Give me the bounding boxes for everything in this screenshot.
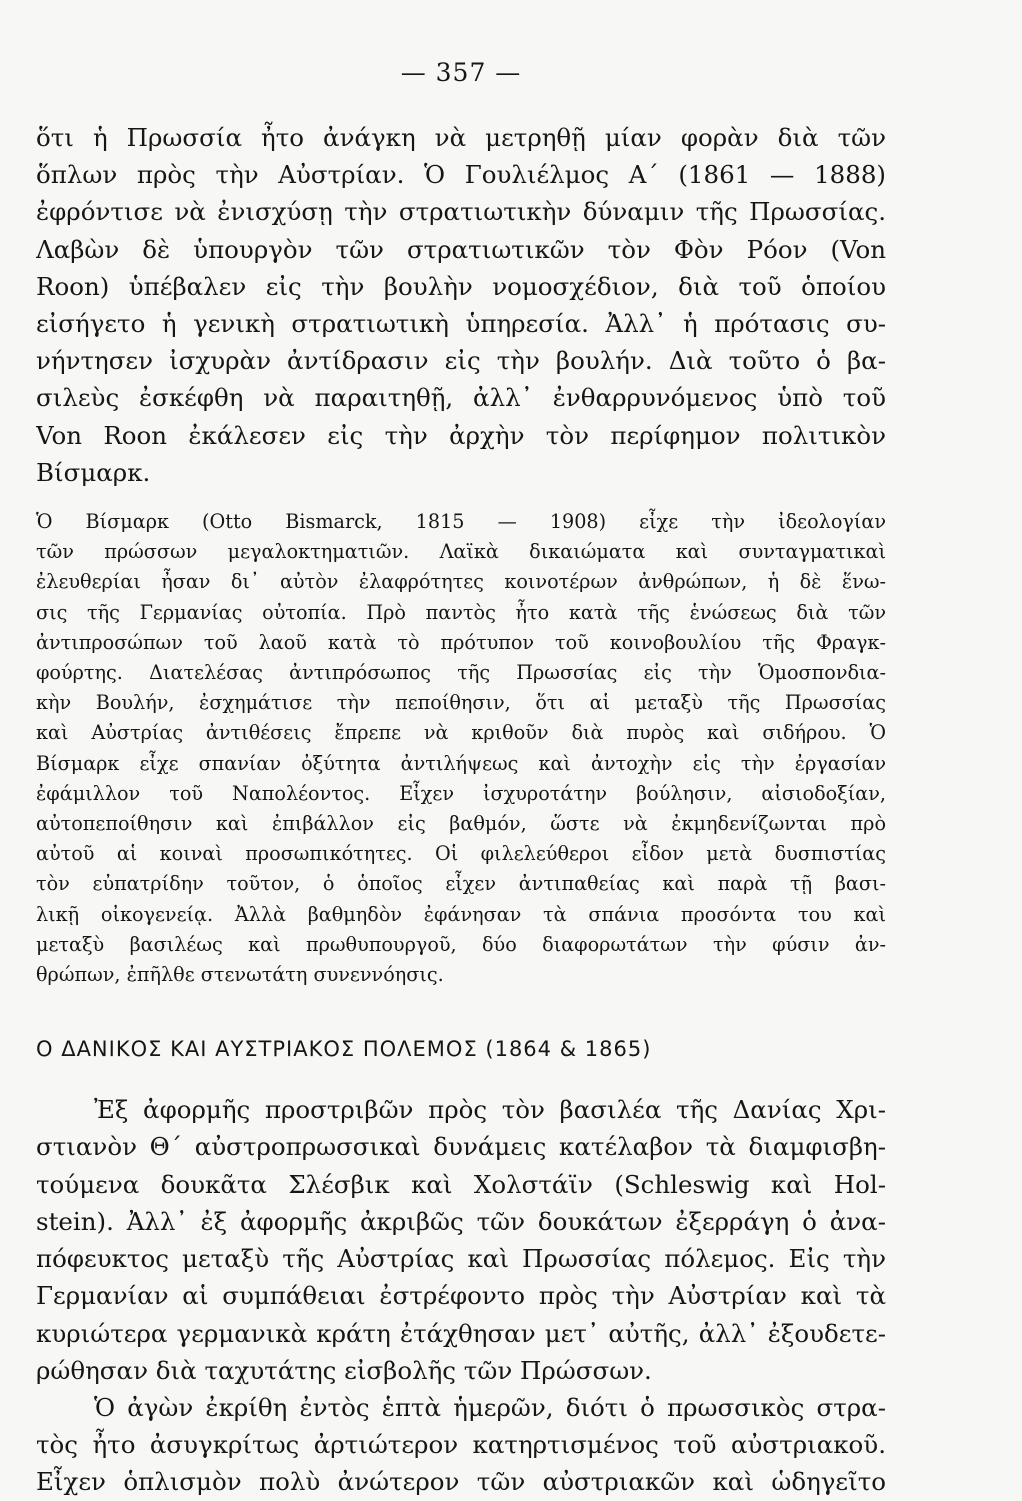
paragraph-prussia-army <box>36 119 886 491</box>
text-line: σις τῆς Γερμανίας οὐτοπία. Πρὸ παντὸς ἦτο κατὰ τῆς ἑνώσεως διὰ τῶν <box>36 600 886 624</box>
text-line: Γερμανίαν αἱ συμπάθειαι ἐστρέφοντο πρὸς τὴν Αὐστρίαν καὶ τὰ <box>36 1281 886 1311</box>
text-line: Εἶχεν ὁπλισμὸν πολὺ ἀνώτερον τῶν αὐστριακῶν καὶ ὡδηγεῖτο <box>36 1467 886 1497</box>
text-line: stein). Ἀλλ᾽ ἐξ ἀφορμῆς ἀκριβῶς τῶν δουκάτων ἐξερράγη ὁ ἀνα- <box>36 1206 886 1236</box>
text-line: κυριώτερα γερμανικὰ κράτη ἐτάχθησαν μετ᾽ αὐτῆς, ἀλλ᾽ ἐξουδετε- <box>36 1318 886 1348</box>
text-line: τῶν πρώσσων μεγαλοκτηματιῶν. Λαϊκὰ δικαιώματα καὶ συνταγματικαὶ <box>36 540 886 564</box>
text-line: Βίσμαρκ. <box>36 457 151 487</box>
text-line: Λαβὼν δὲ ὑπουργὸν τῶν στρατιωτικῶν τὸν Φὸν Ρόον (Von <box>36 234 886 264</box>
text-line: Βίσμαρκ εἶχε σπανίαν ὀξύτητα ἀντιλήψεως καὶ ἀντοχὴν εἰς τὴν ἐργασίαν <box>36 751 886 775</box>
text-line: ἐφρόντισε νὰ ἐνισχύσῃ τὴν στρατιωτικὴν δύναμιν τῆς Πρωσσίας. <box>36 197 886 227</box>
text-line: λικῇ οἰκογενείᾳ. Ἀλλὰ βαθμηδὸν ἐφάνησαν τὰ σπάνια προσόντα του καὶ <box>36 902 886 926</box>
text-line: ὅτι ἡ Πρωσσία ἦτο ἀνάγκη νὰ μετρηθῇ μίαν φορὰν διὰ τῶν <box>36 123 886 152</box>
book-page <box>36 58 886 1501</box>
text-line: κὴν Βουλήν, ἐσχημάτισε τὴν πεποίθησιν, ὅτι αἱ μεταξὺ τῆς Πρωσσίας <box>36 691 886 715</box>
text-line: ἐλευθερίαι ἦσαν δι᾽ αὐτὸν ἐλαφρότητες κοινοτέρων ἀνθρώπων, ἡ δὲ ἕνω- <box>36 570 886 594</box>
paragraph-bismarck <box>36 507 886 990</box>
paragraph-danish-austrian-war <box>36 1091 886 1500</box>
text-line: ρώθησαν διὰ ταχυτάτης εἰσβολῆς τῶν Πρώσσων. <box>36 1355 652 1385</box>
text-line: Roon) ὑπέβαλεν εἰς τὴν βουλὴν νομοσχέδιον, διὰ τοῦ ὁποίου <box>36 271 886 301</box>
text-line: πόφευκτος μεταξὺ τῆς Αὐστρίας καὶ Πρωσσίας πόλεμος. Εἰς τὴν <box>36 1244 886 1274</box>
text-line: καὶ Αὐστρίας ἀντιθέσεις ἔπρεπε νὰ κριθοῦν διὰ πυρὸς καὶ σιδήρου. Ὁ <box>36 721 886 745</box>
text-line: ἀντιπροσώπων τοῦ λαοῦ κατὰ τὸ πρότυπον τοῦ κοινοβουλίου τῆς Φραγκ- <box>36 630 886 654</box>
text-line: στιανὸν Θ΄ αὐστροπρωσσικαὶ δυνάμεις κατέλαβον τὰ διαμφισβη- <box>36 1132 886 1162</box>
text-line: αὐτοῦ αἱ κοιναὶ προσωπικότητες. Οἱ φιλελεύθεροι εἶδον μετὰ δυσπιστίας <box>36 842 886 866</box>
text-line: μεταξὺ βασιλέως καὶ πρωθυπουργοῦ, δύο διαφορωτάτων τὴν φύσιν ἀν- <box>36 932 886 956</box>
text-line: τὸν εὐπατρίδην τοῦτον, ὁ ὁποῖος εἶχεν ἀντιπαθείας καὶ παρὰ τῇ βασι- <box>36 872 886 896</box>
text-line: Ἐξ ἀφορμῆς προστριβῶν πρὸς τὸν βασιλέα τῆς Δανίας Χρι- <box>94 1095 886 1125</box>
text-line: θρώπων, ἐπῆλθε στενωτάτη συνεννόησις. <box>36 963 444 987</box>
text-line: εἰσήγετο ἡ γενικὴ στρατιωτικὴ ὑπηρεσία. Ἀλλ᾽ ἡ πρότασις συ- <box>36 309 886 339</box>
text-line: τούμενα δουκᾶτα Σλέσβικ καὶ Χολστάϊν (Schleswig καὶ Hol- <box>36 1169 886 1199</box>
text-line: τὸς ἦτο ἀσυγκρίτως ἀρτιώτερον κατηρτισμένος τοῦ αὐστριακοῦ. <box>36 1430 886 1460</box>
text-line: ὅπλων πρὸς τὴν Αὐστρίαν. Ὁ Γουλιέλμος Α΄ (1861 — 1888) <box>36 160 886 190</box>
section-heading: Ο ΔΑΝΙΚΟΣ ΚΑΙ ΑΥΣΤΡΙΑΚΟΣ ΠΟΛΕΜΟΣ (1864 & 1865) <box>36 1037 652 1062</box>
text-line: φούρτης. Διατελέσας ἀντιπρόσωπος τῆς Πρωσσίας εἰς τὴν Ὁμοσπονδια- <box>36 661 886 685</box>
text-line: αὐτοπεποίθησιν καὶ ἐπιβάλλον εἰς βαθμόν, ὥστε νὰ ἐκμηδενίζωνται πρὸ <box>36 812 886 836</box>
text-line: Von Roon ἐκάλεσεν εἰς τὴν ἀρχὴν τὸν περίφημον πολιτικὸν <box>36 420 886 450</box>
text-line: νήντησεν ἰσχυρὰν ἀντίδρασιν εἰς τὴν βουλήν. Διὰ τοῦτο ὁ βα- <box>36 346 886 376</box>
text-line: Ὁ Βίσμαρκ (Otto Bismarck, 1815 — 1908) εἶχε τὴν ἰδεολογίαν <box>36 510 886 534</box>
text-line: ἐφάμιλλον τοῦ Ναπολέοντος. Εἶχεν ἰσχυροτάτην βούλησιν, αἰσιοδοξίαν, <box>36 781 886 805</box>
page-number: — 357 — <box>400 58 522 87</box>
text-line: Ὁ ἀγὼν ἐκρίθη ἐντὸς ἑπτὰ ἡμερῶν, διότι ὁ πρωσσικὸς στρα- <box>94 1392 886 1422</box>
text-line: σιλεὺς ἐσκέφθη νὰ παραιτηθῇ, ἀλλ᾽ ἐνθαρρυνόμενος ὑπὸ τοῦ <box>36 383 886 413</box>
